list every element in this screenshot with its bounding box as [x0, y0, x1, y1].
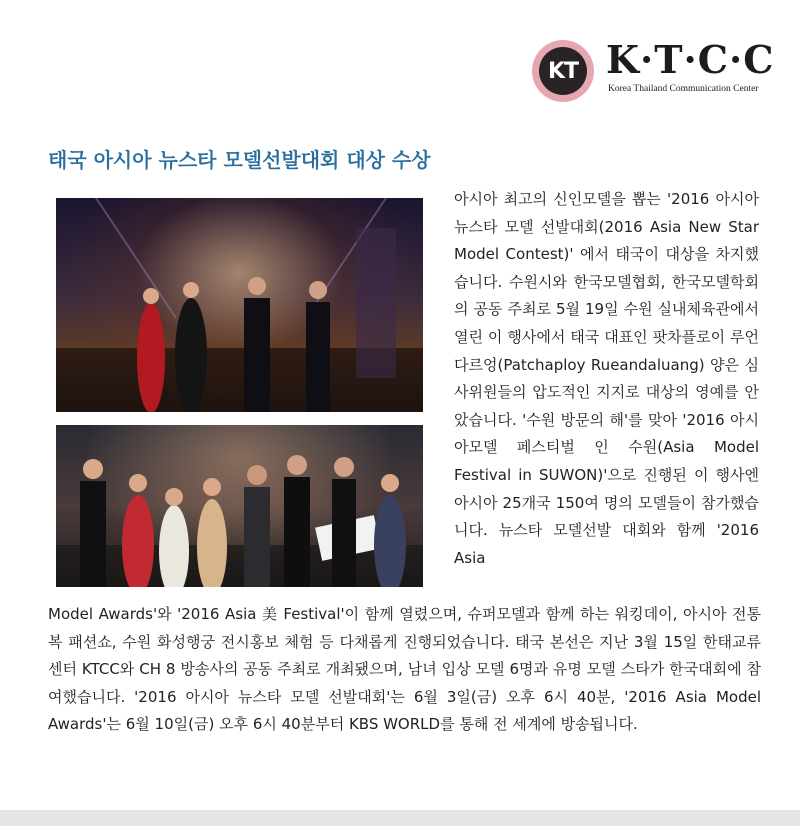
- group-photo-graphic: [56, 425, 423, 587]
- ktcc-logo: [532, 36, 775, 100]
- logo-wordmark: K·T·C·C: [606, 37, 775, 82]
- stage-photo-graphic: [56, 198, 423, 412]
- stage-photo: [56, 198, 423, 412]
- logo-subtitle: Korea Thailand Communication Center: [608, 84, 759, 94]
- article-paragraph-top: 아시아 최고의 신인모델을 뽑는 '2016 아시아 뉴스타 모델 선발대회(2016 Asia New Star Model Contest)' 에서 태국이 대상을 차지했습니다. 수원시와 한국모델협회, 한국모델학회의 공동 주최로 5월 19일 수원 실내체육관에서 열린 이 행사에서 태국 대표인 팟차플로이 루언다르엉(Patchaploy Rueandaluang) 양은 심사위원들의 압도적인 지지로 대상의 영예를 안았습니다. '수원 방문의 해'를 맞아 '2016 아시아모델 페스티벌 인 수원(Asia Model Festival in SUWON)'으로 진행된 이 행사엔 아시아 25개국 150여 명의 모델들이 참가했습니다. 뉴스타 모델선발 대회와 함께 '2016 Asia: [454, 190, 759, 567]
- article-paragraph-bottom: Model Awards'와 '2016 Asia 美 Festival'이 함께 열렸으며, 슈퍼모델과 함께 하는 워킹데이, 아시아 전통복 패션쇼, 수원 화성행궁 전시홍보 체험 등 다채롭게 진행되었습니다. 태국 본선은 지난 3월 15일 한태교류센터 KTCC와 CH 8 방송사의 공동 주최로 개최됐으며, 남녀 입상 모델 6명과 유명 모델 스타가 한국대회에 참여했습니다. '2016 아시아 뉴스타 모델 선발대회'는 6월 3일(금) 오후 6시 40분, '2016 Asia Model Awards'는 6월 10일(금) 오후 6시 40분부터 KBS WORLD를 통해 전 세계에 방송됩니다.: [48, 605, 761, 734]
- article-title: 태국 아시아 뉴스타 모델선발대회 대상 수상: [48, 148, 431, 172]
- article-body-bottom: [48, 601, 761, 739]
- logo-emblem: [532, 40, 594, 102]
- logo-emblem-mark: KT: [539, 47, 587, 95]
- article-body-top: [454, 186, 759, 572]
- group-photo: [56, 425, 423, 587]
- footer-bar: [0, 810, 800, 826]
